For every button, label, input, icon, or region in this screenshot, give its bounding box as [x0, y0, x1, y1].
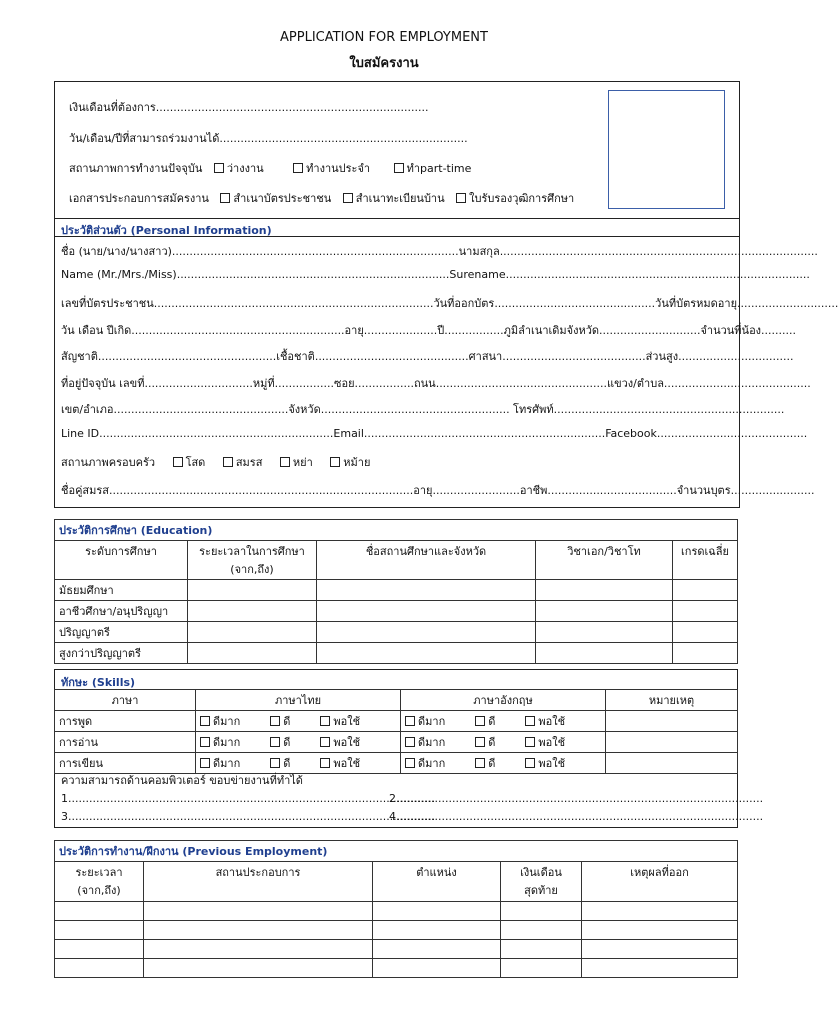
name-thai-field[interactable]: ชื่อ (นาย/นาง/นางสาว)..................................................................................นามสกุล........................................................................................... [61, 245, 818, 258]
emp-cell[interactable] [144, 940, 373, 959]
emp-header-company: สถานประกอบการ [144, 862, 373, 902]
level-checkbox[interactable] [270, 716, 280, 726]
remark-cell[interactable] [606, 753, 738, 774]
skills-row-label: การเขียน [55, 753, 196, 774]
emp-cell[interactable] [55, 940, 144, 959]
status-fulltime-label: ทำงานประจำ [306, 162, 371, 175]
emp-cell[interactable] [144, 921, 373, 940]
thai-level-options: ดีมาก ดี พอใช้ [196, 711, 401, 732]
edu-cell[interactable] [536, 643, 673, 664]
skills-header-remark: หมายเหตุ [606, 690, 738, 711]
title-thai: ใบสมัครงาน [349, 56, 419, 71]
work-status-row [69, 159, 471, 177]
social-contacts-field[interactable]: Line ID...................................................................Email.....................................................................Facebook........................................... [61, 427, 808, 440]
emp-cell[interactable] [582, 959, 738, 978]
marital-divorced-checkbox[interactable] [280, 457, 290, 467]
emp-cell[interactable] [501, 959, 582, 978]
computer-skill-4[interactable]: 4......................................................................................................... [389, 810, 764, 823]
edu-cell[interactable] [317, 580, 536, 601]
computer-skills-label: ความสามารถด้านคอมพิวเตอร์ ขอบข่ายงานที่ทำได้ [61, 774, 303, 787]
doc-id-card-label: สำเนาบัตรประชาชน [233, 192, 332, 205]
nationality-field[interactable]: สัญชาติ...................................................เชื้อชาติ............................................ศาสนา.........................................ส่วนสูง................................. [61, 350, 794, 363]
level-checkbox[interactable] [475, 758, 485, 768]
thai-level-options: ดีมาก ดี พอใช้ [196, 732, 401, 753]
title-english: APPLICATION FOR EMPLOYMENT [280, 30, 488, 45]
english-level-options: ดีมาก ดี พอใช้ [401, 732, 606, 753]
status-unemployed-label: ว่างงาน [226, 162, 264, 175]
marital-status-label: สถานภาพครอบครัว [61, 456, 156, 469]
doc-certificate-checkbox[interactable] [456, 193, 466, 203]
edu-cell[interactable] [188, 580, 317, 601]
spouse-field[interactable]: ชื่อคู่สมรส.......................................................................................อายุ.........................อาชีพ.....................................จำนวนบุตร........................ [61, 484, 815, 497]
education-title-cell [55, 520, 738, 541]
name-english-field[interactable]: Name (Mr./Mrs./Miss)..............................................................................Surename....................................................................................... [61, 268, 810, 281]
edu-cell[interactable] [188, 643, 317, 664]
level-checkbox[interactable] [405, 758, 415, 768]
district-field[interactable]: เขต/อำเภอ..................................................จังหวัด...................................................... โทรศัพท์.................................................................. [61, 403, 785, 416]
emp-cell[interactable] [55, 959, 144, 978]
english-level-options: ดีมาก ดี พอใช้ [401, 753, 606, 774]
emp-cell[interactable] [582, 940, 738, 959]
level-checkbox[interactable] [405, 716, 415, 726]
status-fulltime-checkbox[interactable] [293, 163, 303, 173]
doc-house-reg-label: สำเนาทะเบียนบ้าน [355, 192, 445, 205]
personal-info-title: ประวัติส่วนตัว (Personal Information) [61, 224, 272, 237]
status-parttime-label: ทำpart-time [406, 162, 472, 175]
doc-house-reg-checkbox[interactable] [343, 193, 353, 203]
emp-cell[interactable] [373, 940, 501, 959]
marital-widowed-checkbox[interactable] [330, 457, 340, 467]
emp-header-reason: เหตุผลที่ออก [582, 862, 738, 902]
level-checkbox[interactable] [475, 716, 485, 726]
skills-row-speaking [55, 711, 738, 732]
level-checkbox[interactable] [270, 758, 280, 768]
doc-certificate-label: ใบรับรองวุฒิการศึกษา [469, 192, 575, 205]
computer-skill-2[interactable]: 2......................................................................................................... [389, 792, 764, 805]
marital-single-label: โสด [185, 456, 206, 469]
edu-row-label: อาชีวศึกษา/อนุปริญญา [55, 601, 188, 622]
level-checkbox[interactable] [320, 758, 330, 768]
salary-field[interactable]: เงินเดือนที่ต้องการ.............................................................................. [69, 101, 429, 114]
employment-title-cell [55, 841, 738, 862]
birth-date-field[interactable]: วัน เดือน ปีเกิด.............................................................อายุ.....................ปี.................ภูมิลำเนาเดิมจังหวัด.............................จำนวนพี่น้อง.......... [61, 324, 797, 337]
skills-row-label: การพูด [55, 711, 196, 732]
employment-table [54, 840, 738, 978]
edu-cell[interactable] [188, 622, 317, 643]
photo-placeholder [608, 90, 725, 209]
emp-header-period: ระยะเวลา (จาก,ถึง) [55, 862, 144, 902]
marital-widowed-label: หม้าย [343, 456, 371, 469]
edu-cell[interactable] [673, 580, 738, 601]
edu-cell[interactable] [536, 622, 673, 643]
emp-cell[interactable] [55, 902, 144, 921]
marital-married-label: สมรส [235, 456, 263, 469]
skills-header-english: ภาษาอังกฤษ [401, 690, 606, 711]
edu-header-major: วิชาเอก/วิชาโท [536, 541, 673, 580]
id-card-field[interactable]: เลขที่บัตรประชาชน................................................................................วันที่ออกบัตร..............................................วันที่บัตรหมดอายุ............................. [61, 297, 838, 310]
edu-header-level: ระดับการศึกษา [55, 541, 188, 580]
edu-header-gpa: เกรดเฉลี่ย [673, 541, 738, 580]
education-table [54, 519, 738, 664]
marital-married-checkbox[interactable] [223, 457, 233, 467]
status-unemployed-checkbox[interactable] [214, 163, 224, 173]
documents-row [69, 189, 574, 207]
skills-row-label: การอ่าน [55, 732, 196, 753]
level-checkbox[interactable] [200, 737, 210, 747]
level-checkbox[interactable] [475, 737, 485, 747]
level-checkbox[interactable] [200, 758, 210, 768]
work-status-label: สถานภาพการทำงานปัจจุบัน [69, 162, 203, 175]
edu-cell[interactable] [673, 601, 738, 622]
emp-header-position: ตำแหน่ง [373, 862, 501, 902]
edu-cell[interactable] [317, 601, 536, 622]
edu-row-label: ปริญญาตรี [55, 622, 188, 643]
marital-status-row [61, 453, 370, 471]
skills-header-thai: ภาษาไทย [196, 690, 401, 711]
edu-cell[interactable] [536, 601, 673, 622]
edu-cell[interactable] [317, 622, 536, 643]
emp-cell[interactable] [582, 921, 738, 940]
level-checkbox[interactable] [525, 716, 535, 726]
level-checkbox[interactable] [320, 737, 330, 747]
emp-cell[interactable] [501, 902, 582, 921]
marital-divorced-label: หย่า [292, 456, 313, 469]
skills-table [54, 689, 738, 774]
marital-single-checkbox[interactable] [173, 457, 183, 467]
level-checkbox[interactable] [525, 737, 535, 747]
start-date-field[interactable]: วัน/เดือน/ปีที่สามารถร่วมงานได้....................................................................... [69, 132, 468, 145]
computer-skill-1[interactable]: 1......................................................................................................... [61, 792, 436, 805]
employment-title: ประวัติการทำงาน/ฝึกงาน (Previous Employment) [59, 845, 328, 858]
address-field[interactable]: ที่อยู่ปัจจุบัน เลขที่...............................หมู่ที่.................ซอย.................ถนน.................................................แขวง/ตำบล.......................................... [61, 377, 811, 390]
emp-header-salary: เงินเดือน สุดท้าย [501, 862, 582, 902]
emp-cell[interactable] [501, 921, 582, 940]
emp-cell[interactable] [501, 940, 582, 959]
level-checkbox[interactable] [525, 758, 535, 768]
emp-cell[interactable] [144, 959, 373, 978]
edu-row-label: มัธยมศึกษา [55, 580, 188, 601]
computer-skill-3[interactable]: 3......................................................................................................... [61, 810, 436, 823]
emp-cell[interactable] [373, 921, 501, 940]
level-checkbox[interactable] [270, 737, 280, 747]
english-level-options: ดีมาก ดี พอใช้ [401, 711, 606, 732]
skills-header-language: ภาษา [55, 690, 196, 711]
remark-cell[interactable] [606, 732, 738, 753]
edu-cell[interactable] [317, 643, 536, 664]
edu-header-period: ระยะเวลาในการศึกษา (จาก,ถึง) [188, 541, 317, 580]
level-checkbox[interactable] [405, 737, 415, 747]
edu-cell[interactable] [673, 622, 738, 643]
level-checkbox[interactable] [320, 716, 330, 726]
edu-cell[interactable] [188, 601, 317, 622]
skills-row-reading [55, 732, 738, 753]
edu-cell[interactable] [673, 643, 738, 664]
skills-title: ทักษะ (Skills) [61, 676, 136, 689]
emp-cell[interactable] [373, 959, 501, 978]
remark-cell[interactable] [606, 711, 738, 732]
status-parttime-checkbox[interactable] [394, 163, 404, 173]
documents-label: เอกสารประกอบการสมัครงาน [69, 192, 209, 205]
emp-cell[interactable] [55, 921, 144, 940]
emp-cell[interactable] [582, 902, 738, 921]
level-checkbox[interactable] [200, 716, 210, 726]
edu-cell[interactable] [536, 580, 673, 601]
emp-cell[interactable] [144, 902, 373, 921]
education-title: ประวัติการศึกษา (Education) [59, 524, 213, 537]
thai-level-options: ดีมาก ดี พอใช้ [196, 753, 401, 774]
emp-cell[interactable] [373, 902, 501, 921]
doc-id-card-checkbox[interactable] [220, 193, 230, 203]
edu-header-school: ชื่อสถานศึกษาและจังหวัด [317, 541, 536, 580]
edu-row-label: สูงกว่าปริญญาตรี [55, 643, 188, 664]
